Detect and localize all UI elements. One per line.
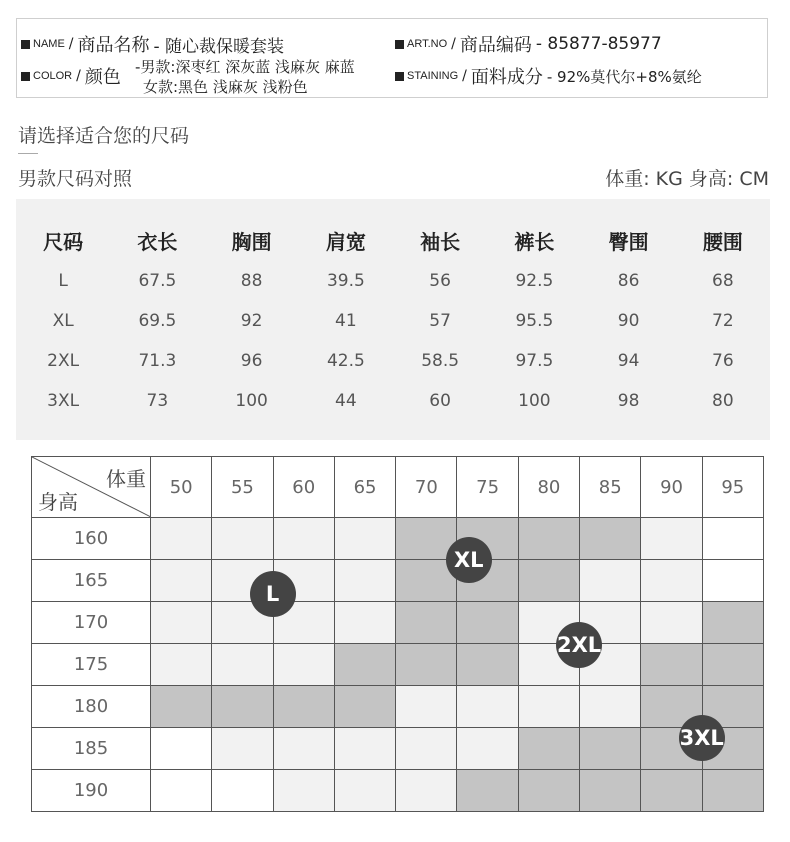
grid-cell bbox=[151, 686, 212, 728]
grid-cell bbox=[151, 560, 212, 602]
size-cell: 92.5 bbox=[515, 271, 554, 291]
grid-cell bbox=[212, 728, 273, 770]
size-cell: 56 bbox=[429, 271, 451, 291]
size-cell: 88 bbox=[240, 271, 263, 291]
height-header: 190 bbox=[32, 770, 151, 812]
color-men: -男款:深枣红 深灰蓝 浅麻灰 麻蓝 bbox=[135, 58, 355, 76]
grid-cell bbox=[334, 644, 395, 686]
grid-row bbox=[32, 602, 764, 644]
size-cell: 100 bbox=[518, 391, 551, 411]
size-cell: 72 bbox=[712, 311, 734, 331]
size-cell: 71.3 bbox=[138, 351, 177, 371]
bullet-square-icon bbox=[395, 40, 404, 49]
grid-cell bbox=[580, 518, 641, 560]
choose-size-heading: 请选择适合您的尺码 bbox=[18, 125, 190, 147]
grid-cell bbox=[457, 728, 518, 770]
size-cell: 39.5 bbox=[326, 271, 365, 291]
grid-cell bbox=[334, 770, 395, 812]
grid-cell bbox=[396, 770, 457, 812]
men-size-chart-heading: 男款尺码对照 bbox=[18, 168, 133, 190]
grid-cell bbox=[580, 728, 641, 770]
art-title: 商品编码 bbox=[459, 35, 532, 56]
size-badge: XL bbox=[446, 537, 492, 583]
bullet-square-icon bbox=[21, 72, 30, 81]
grid-cell bbox=[151, 644, 212, 686]
size-cell: 98 bbox=[617, 391, 640, 411]
grid-cell bbox=[334, 686, 395, 728]
grid-cell bbox=[641, 560, 702, 602]
grid-cell bbox=[518, 518, 579, 560]
heading-divider bbox=[18, 153, 38, 154]
grid-cell bbox=[702, 602, 763, 644]
grid-cell bbox=[151, 770, 212, 812]
art-label: ART.NO bbox=[407, 38, 448, 50]
height-header: 165 bbox=[32, 560, 151, 602]
grid-cell bbox=[580, 686, 641, 728]
grid-cell bbox=[151, 728, 212, 770]
grid-cell bbox=[334, 518, 395, 560]
weight-header: 55 bbox=[212, 457, 273, 518]
grid-cell bbox=[702, 560, 763, 602]
grid-cell bbox=[457, 644, 518, 686]
size-cell: 44 bbox=[335, 391, 357, 411]
grid-cell bbox=[702, 518, 763, 560]
bullet-square-icon bbox=[21, 40, 30, 49]
grid-cell bbox=[334, 728, 395, 770]
size-cell: 60 bbox=[429, 391, 451, 411]
art-row: ART.NO / 商品编码 - 85877-85977 bbox=[395, 31, 662, 57]
weight-header: 85 bbox=[580, 457, 641, 518]
art-value: - 85877-85977 bbox=[535, 34, 662, 54]
grid-cell bbox=[273, 686, 334, 728]
grid-cell bbox=[702, 644, 763, 686]
size-cell: 41 bbox=[335, 311, 357, 331]
size-cell: 3XL bbox=[47, 391, 80, 411]
grid-cell bbox=[334, 602, 395, 644]
name-value: - 随心裁保暖套装 bbox=[153, 36, 285, 57]
weight-header: 90 bbox=[641, 457, 702, 518]
size-cell: 86 bbox=[617, 271, 640, 291]
staining-label: STAINING bbox=[407, 70, 459, 82]
size-cell: 68 bbox=[712, 271, 734, 291]
grid-cell bbox=[641, 602, 702, 644]
size-badge: L bbox=[250, 571, 296, 617]
size-cell: 76 bbox=[712, 351, 734, 371]
grid-cell bbox=[518, 560, 579, 602]
table-row bbox=[16, 341, 770, 381]
name-row: NAME / 商品名称 - 随心裁保暖套装 bbox=[21, 31, 284, 57]
size-table-header bbox=[16, 219, 770, 261]
height-header: 170 bbox=[32, 602, 151, 644]
weight-header: 95 bbox=[702, 457, 763, 518]
size-cell: 69.5 bbox=[138, 311, 177, 331]
weight-axis-label: 体重 bbox=[106, 467, 146, 491]
color-label: COLOR bbox=[33, 70, 73, 82]
size-col-header: 袖长 bbox=[420, 229, 461, 254]
size-cell: 92 bbox=[240, 311, 263, 331]
size-badge: 2XL bbox=[556, 622, 602, 668]
grid-cell bbox=[273, 644, 334, 686]
size-col-header: 裤长 bbox=[514, 229, 555, 254]
size-col-header: 臀围 bbox=[608, 229, 649, 254]
grid-cell bbox=[273, 728, 334, 770]
size-cell: 95.5 bbox=[515, 311, 554, 331]
grid-row bbox=[32, 686, 764, 728]
staining-row: STAINING / 面料成分 - 92%莫代尔+8%氨纶 bbox=[395, 63, 702, 89]
grid-cell bbox=[212, 686, 273, 728]
grid-cell bbox=[273, 770, 334, 812]
name-label: NAME bbox=[33, 38, 65, 50]
grid-cell bbox=[151, 518, 212, 560]
grid-cell bbox=[580, 770, 641, 812]
size-table-panel bbox=[16, 199, 770, 440]
grid-cell bbox=[518, 770, 579, 812]
size-col-header: 肩宽 bbox=[325, 229, 366, 254]
color-title: 颜色 bbox=[84, 67, 121, 88]
grid-cell bbox=[457, 686, 518, 728]
size-col-header: 胸围 bbox=[231, 229, 272, 254]
grid-cell bbox=[396, 728, 457, 770]
size-cell: 100 bbox=[235, 391, 268, 411]
grid-cell bbox=[580, 560, 641, 602]
size-cell: 96 bbox=[240, 351, 263, 371]
grid-cell bbox=[518, 686, 579, 728]
grid-corner bbox=[32, 457, 151, 518]
size-cell: 80 bbox=[712, 391, 734, 411]
size-cell: 67.5 bbox=[138, 271, 177, 291]
grid-cell bbox=[641, 770, 702, 812]
color-row: COLOR / 颜色 bbox=[21, 63, 121, 89]
size-table bbox=[16, 219, 770, 421]
grid-cell bbox=[518, 728, 579, 770]
weight-header: 60 bbox=[273, 457, 334, 518]
bullet-square-icon bbox=[395, 72, 404, 81]
color-values bbox=[135, 57, 355, 97]
height-header: 180 bbox=[32, 686, 151, 728]
grid-row bbox=[32, 518, 764, 560]
size-cell: 2XL bbox=[47, 351, 80, 371]
size-cell: 42.5 bbox=[326, 351, 365, 371]
product-info-box bbox=[16, 18, 768, 98]
weight-header: 70 bbox=[396, 457, 457, 518]
size-col-header: 尺码 bbox=[43, 229, 84, 254]
grid-row bbox=[32, 560, 764, 602]
size-col-header: 腰围 bbox=[702, 229, 743, 254]
grid-row bbox=[32, 770, 764, 812]
height-axis-label: 身高 bbox=[38, 490, 78, 514]
height-header: 175 bbox=[32, 644, 151, 686]
size-cell: L bbox=[58, 271, 68, 291]
grid-weight-header bbox=[32, 457, 764, 518]
table-row bbox=[16, 301, 770, 341]
size-cell: 97.5 bbox=[515, 351, 554, 371]
grid-row bbox=[32, 644, 764, 686]
size-cell: 57 bbox=[429, 311, 451, 331]
staining-title: 面料成分 bbox=[470, 67, 543, 88]
units-note: 体重: KG 身高: CM bbox=[605, 168, 769, 190]
weight-header: 75 bbox=[457, 457, 518, 518]
table-row bbox=[16, 381, 770, 421]
grid-cell bbox=[396, 686, 457, 728]
grid-cell bbox=[212, 518, 273, 560]
grid-cell bbox=[641, 518, 702, 560]
staining-value: - 92%莫代尔+8%氨纶 bbox=[546, 67, 702, 86]
grid-cell bbox=[702, 770, 763, 812]
color-women: 女款:黑色 浅麻灰 浅粉色 bbox=[143, 78, 308, 96]
size-cell: 90 bbox=[617, 311, 640, 331]
size-cell: 94 bbox=[617, 351, 640, 371]
grid-cell bbox=[273, 518, 334, 560]
height-header: 160 bbox=[32, 518, 151, 560]
name-title: 商品名称 bbox=[77, 35, 150, 56]
grid-cell bbox=[212, 770, 273, 812]
size-cell: 58.5 bbox=[421, 351, 460, 371]
size-col-header: 衣长 bbox=[137, 229, 178, 254]
grid-cell bbox=[212, 644, 273, 686]
weight-header: 65 bbox=[334, 457, 395, 518]
grid-cell bbox=[457, 602, 518, 644]
grid-cell bbox=[396, 602, 457, 644]
grid-row bbox=[32, 728, 764, 770]
grid-cell bbox=[457, 770, 518, 812]
weight-header: 50 bbox=[151, 457, 212, 518]
grid-cell bbox=[151, 602, 212, 644]
size-cell: XL bbox=[52, 311, 74, 331]
size-cell: 73 bbox=[146, 391, 169, 411]
grid-cell bbox=[396, 644, 457, 686]
size-recommendation-grid bbox=[31, 456, 764, 812]
size-badge: 3XL bbox=[679, 715, 725, 761]
height-header: 185 bbox=[32, 728, 151, 770]
grid-cell bbox=[334, 560, 395, 602]
table-row bbox=[16, 261, 770, 301]
grid-cell bbox=[641, 644, 702, 686]
weight-header: 80 bbox=[518, 457, 579, 518]
